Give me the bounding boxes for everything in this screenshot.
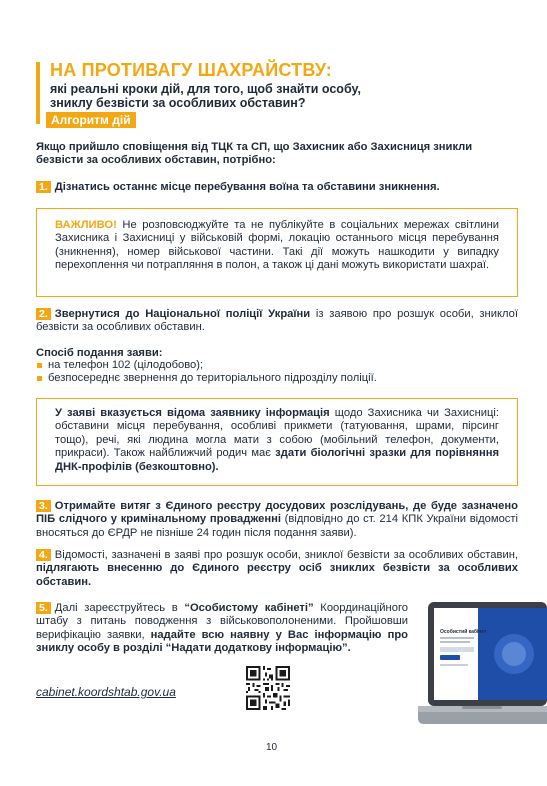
info-box bbox=[36, 398, 518, 486]
step-number: 5. bbox=[36, 602, 51, 614]
step-bold-text: надайте всю наявну у Вас інформацію про зниклу особу в розділі “Надати додаткову інформацію”. bbox=[36, 628, 409, 655]
step-number: 4. bbox=[36, 549, 51, 561]
cabinet-name: “Особистому кабінеті” bbox=[184, 602, 314, 614]
step-bold-text: підлягають внесенню до Єдиного реєстру осіб зниклих безвісти за особливих обставин. bbox=[36, 562, 518, 588]
page-subtitle: які реальні кроки дій, для того, щоб знайти особу, зниклу безвісти за особливих обставин? bbox=[50, 82, 361, 110]
info-text-1: щодо Захисника чи Захисниці: обставини місця перебування, особливі прикмети (татуювання, шрами, пірсинг тощо), речі, які людина могла мати з собою (мобільний телефон, документи, прикраси). Також найближчий родич має bbox=[55, 407, 499, 460]
step-text: Далі зареєструйтесь в bbox=[54, 602, 185, 614]
step-5 bbox=[36, 602, 408, 656]
step-text: із заявою про розшук особи, зниклої безвісти за особливих обставин. bbox=[36, 308, 518, 334]
page-title: НА ПРОТИВАГУ ШАХРАЙСТВУ: bbox=[50, 60, 332, 80]
info-bold-1: У заяві вказується відома заявнику інформація bbox=[55, 407, 330, 419]
step-number: 3. bbox=[36, 500, 51, 512]
cabinet-link[interactable]: cabinet.koordshtab.gov.ua bbox=[36, 685, 176, 699]
method-list bbox=[36, 359, 516, 386]
step-bold-text: Отримайте витяг з Єдиного реєстру досудових розслідувань, де буде зазначено ПІБ слідчого у кримінальному провадженні bbox=[36, 500, 518, 526]
algorithm-tag: Алгоритм дій bbox=[46, 112, 136, 128]
step-text: Дізнатись останнє місце перебування воїна та обставини зникнення. bbox=[54, 181, 440, 193]
qr-code bbox=[246, 666, 290, 710]
step-3 bbox=[36, 500, 518, 540]
step-bold-text: Звернутися до Національної поліції України bbox=[54, 308, 311, 320]
list-item: на телефон 102 (цілодобово); bbox=[36, 359, 516, 372]
step-text: (відповідно до ст. 214 КПК України відомості вносяться до ЄРДР не пізніше 24 годин після подання заяви). bbox=[36, 513, 518, 539]
step-2 bbox=[36, 308, 518, 335]
step-text: Відомості, зазначені в заяві про розшук особи, зниклої безвісти за особливих обставин, bbox=[54, 549, 518, 561]
info-bold-2: здати біологічні зразки для порівняння ДНК-профілів (безкоштовно). bbox=[55, 447, 499, 473]
laptop-screen-heading: Особистий кабінет bbox=[440, 629, 487, 635]
warning-box bbox=[36, 208, 518, 297]
step-text: Координаційного штабу з питань поводження з військовополоненими. Пройшовши верифікацію заявки, bbox=[36, 602, 409, 641]
warning-text: Не розповсюджуйте та не публікуйте в соціальних мережах світлини Захисника і Захисниці у військовій формі, локацію останнього місця перебування (зникнення), номер військової частини. Такі дії можуть нашкодити у випадку перехоплення чи потрапляння в полон, а також ці дані можуть використати шахраї. bbox=[55, 219, 499, 272]
step-number: 1. bbox=[36, 181, 51, 193]
page-number: 10 bbox=[266, 742, 278, 753]
step-4 bbox=[36, 549, 518, 589]
step-number: 2. bbox=[36, 308, 51, 320]
title-accent-bar bbox=[36, 62, 40, 124]
method-title: Спосіб подання заяви: bbox=[36, 347, 163, 359]
step-1 bbox=[36, 181, 516, 194]
intro-text: Якщо прийшло сповіщення від ТЦК та СП, що Захисник або Захисниця зникли безвісти за особливих обставин, потрібно: bbox=[36, 141, 473, 167]
list-item: безпосереднє звернення до територіального підрозділу поліції. bbox=[36, 372, 516, 385]
laptop-illustration bbox=[418, 598, 547, 730]
warning-label: ВАЖЛИВО! bbox=[55, 219, 117, 231]
